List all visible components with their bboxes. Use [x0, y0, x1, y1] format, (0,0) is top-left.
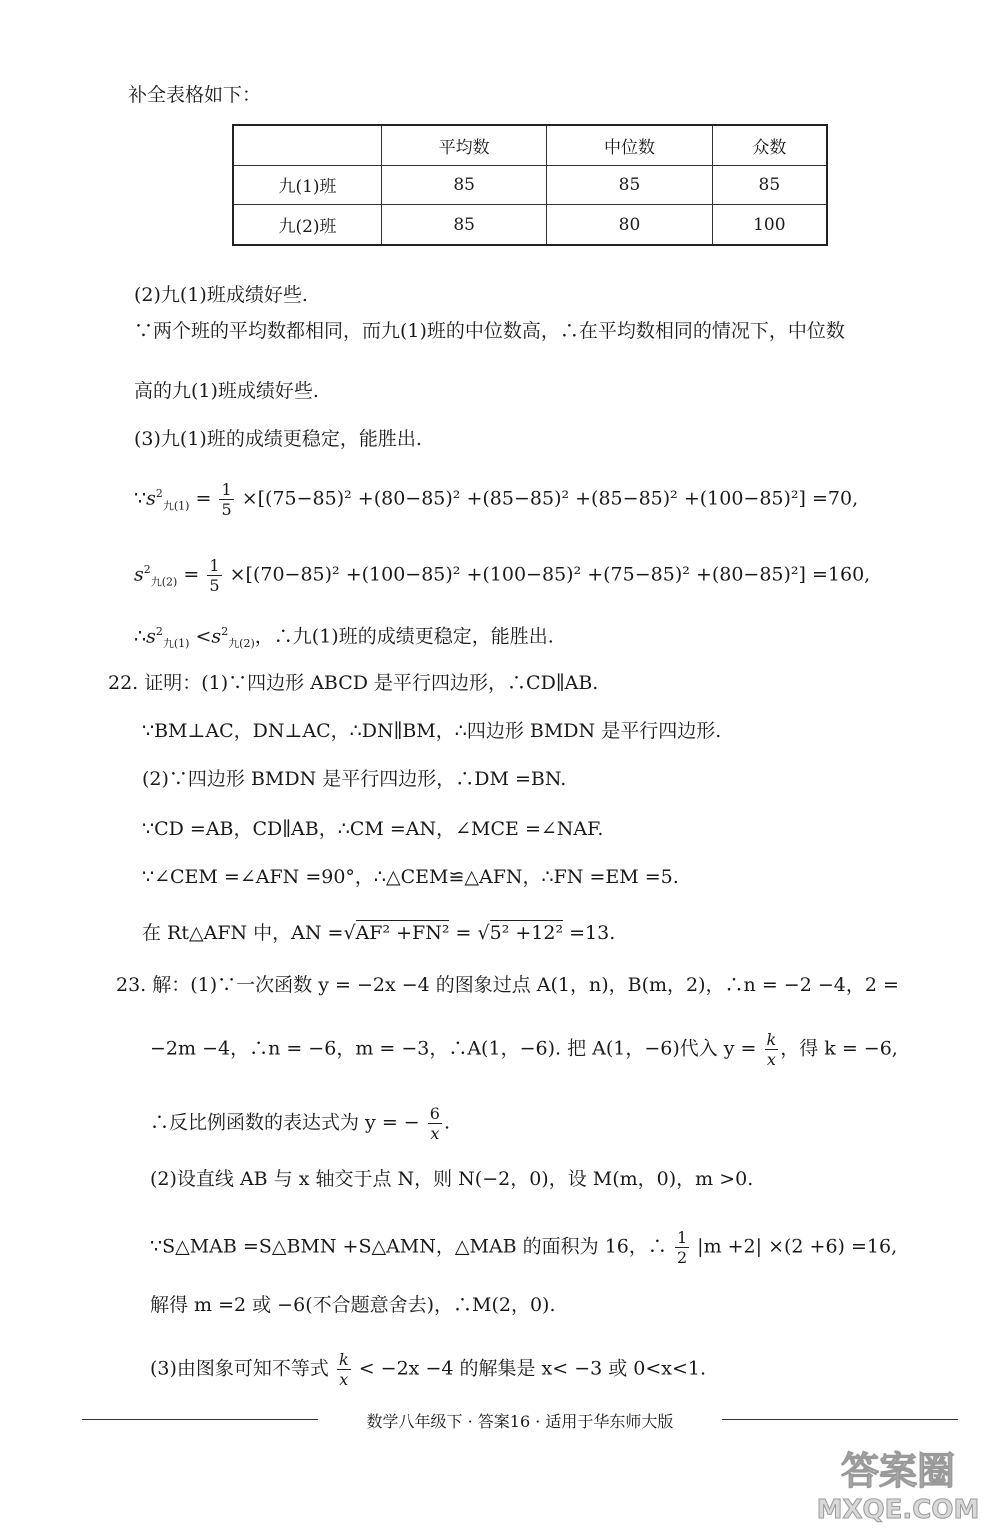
- fraction: [675, 1228, 689, 1267]
- table-cell: 85: [712, 165, 827, 205]
- q22-line: (2)∵四边形 BMDN 是平行四边形，∴DM =BN.: [142, 768, 567, 790]
- sqrt-expression: 5² +12²: [489, 922, 564, 944]
- variance-expression: ×[(75−85)² +(80−85)² +(85−85)² +(85−85)² +(100−85)²] =70,: [241, 487, 859, 510]
- q22-line: 在 Rt△AFN 中，AN =√AF² +FN² = √5² +12² =13.: [142, 922, 616, 944]
- numerator: k: [338, 1350, 349, 1369]
- q23-text: .: [443, 1111, 450, 1134]
- q23-text: ∴反比例函数的表达式为 y = −: [150, 1111, 420, 1134]
- var-sub: 九(1): [162, 499, 190, 513]
- q23-text: (3)由图象可知不等式: [150, 1357, 329, 1380]
- table-header-cell: 众数: [712, 125, 827, 165]
- table-header-cell: 平均数: [382, 125, 547, 165]
- q23-line: 23. 解：(1)∵一次函数 y = −2x −4 的图象过点 A(1，n)，B(m，2)，∴n = −2 −4，2 =: [116, 974, 899, 996]
- table-header-cell: 中位数: [547, 125, 712, 165]
- table-cell: 85: [547, 165, 712, 205]
- fraction: [337, 1350, 351, 1389]
- q23-line: [150, 1228, 897, 1267]
- variance-expression: ×[(70−85)² +(100−85)² +(100−85)² +(75−85)² +(80−85)²] =160,: [229, 563, 871, 586]
- sqrt-expression: AF² +FN²: [355, 922, 450, 944]
- table-cell: 85: [382, 165, 547, 205]
- variance-line-2: [134, 556, 870, 595]
- variance-conclusion: [134, 626, 554, 649]
- table-row: [233, 205, 827, 245]
- var-symbol: s: [134, 563, 144, 586]
- var-sub: 九(1): [162, 637, 190, 651]
- fraction: [765, 1030, 779, 1069]
- numerator: 1: [209, 556, 220, 575]
- less-than: <: [189, 625, 212, 648]
- q22-text: 在 Rt△AFN 中，AN =: [142, 922, 344, 944]
- var-symbol: s: [146, 487, 156, 510]
- q23-text: < −2x −4 的解集是 x< −3 或 0<x<1.: [358, 1357, 707, 1380]
- watermark-logo: [808, 1440, 988, 1524]
- q23-line: 解得 m =2 或 −6(不合题意舍去)，∴M(2，0).: [150, 1294, 556, 1316]
- var-sub: 九(2): [228, 637, 255, 651]
- table-cell: 80: [547, 205, 712, 245]
- numerator: 1: [676, 1228, 688, 1247]
- denominator: 5: [209, 576, 220, 595]
- footer-rule-right: [722, 1419, 958, 1420]
- q22-text: =: [449, 922, 472, 944]
- q23-text: |m +2| ×(2 +6) =16,: [697, 1235, 898, 1258]
- table-header-cell: [233, 125, 382, 165]
- q22-line: ∵CD =AB，CD∥AB，∴CM =AN，∠MCE =∠NAF.: [142, 818, 604, 840]
- numerator: 6: [429, 1104, 440, 1123]
- denominator: x: [766, 1050, 776, 1069]
- q23-text: ，得 k = −6,: [780, 1037, 898, 1060]
- numerator: k: [766, 1030, 777, 1049]
- watermark-url: MXQE.COM: [816, 1495, 980, 1524]
- answer-line: 高的九(1)班成绩好些.: [134, 380, 319, 402]
- answer-line: (2)九(1)班成绩好些.: [134, 284, 308, 306]
- footer-rule-left: [82, 1419, 318, 1420]
- var-sup: 2: [155, 487, 163, 501]
- answer-line: ∵两个班的平均数都相同，而九(1)班的中位数高，∴在平均数相同的情况下，中位数: [134, 320, 845, 342]
- q23-text: −2m −4，∴n = −6，m = −3，∴A(1，−6). 把 A(1，−6)代入 y =: [150, 1037, 757, 1060]
- q22-line: ∵∠CEM =∠AFN =90°，∴△CEM≌△AFN，∴FN =EM =5.: [142, 866, 679, 888]
- equals: =: [189, 487, 212, 510]
- page-footer: 数学八年级下 · 答案16 · 适用于华东师大版: [366, 1412, 674, 1431]
- q23-line: (2)设直线 AB 与 x 轴交于点 N，则 N(−2，0)，设 M(m，0)，m >0.: [150, 1168, 754, 1190]
- q23-line: [150, 1350, 706, 1389]
- table-cell: 85: [382, 205, 547, 245]
- var-sup: 2: [221, 625, 229, 638]
- table-cell: 100: [712, 205, 827, 245]
- var-sup: 2: [155, 625, 163, 638]
- therefore-symbol: ∴: [134, 625, 147, 648]
- fraction: [428, 1104, 442, 1143]
- var-symbol: s: [211, 625, 222, 648]
- table-row: [233, 165, 827, 205]
- var-sub: 九(2): [150, 575, 178, 589]
- q22-line: ∵BM⊥AC，DN⊥AC，∴DN∥BM，∴四边形 BMDN 是平行四边形.: [142, 720, 722, 742]
- q23-text: ∵S△MAB =S△BMN +S△AMN，△MAB 的面积为 16，∴: [150, 1235, 667, 1258]
- table-header-row: [233, 125, 827, 165]
- variance-line-1: [134, 480, 858, 519]
- q23-line: [150, 1104, 450, 1143]
- since-symbol: ∵: [134, 487, 147, 510]
- q22-text: =13.: [563, 922, 616, 944]
- var-symbol: s: [146, 625, 156, 648]
- fraction: [219, 480, 233, 519]
- q23-line: [150, 1030, 898, 1069]
- table-cell: 九(2)班: [233, 205, 382, 245]
- intro-text: 补全表格如下：: [128, 84, 262, 106]
- fraction: [207, 556, 221, 595]
- denominator: x: [430, 1124, 440, 1143]
- denominator: 5: [221, 500, 232, 519]
- numerator: 1: [221, 480, 232, 499]
- conclusion-text: ，∴九(1)班的成绩更稳定，能胜出.: [254, 625, 554, 648]
- watermark-text: 答案圈: [840, 1449, 956, 1493]
- table-cell: 九(1)班: [233, 165, 382, 205]
- answer-line: (3)九(1)班的成绩更稳定，能胜出.: [134, 428, 422, 450]
- equals: =: [177, 563, 200, 586]
- denominator: 2: [676, 1248, 688, 1267]
- var-sup: 2: [143, 563, 151, 577]
- score-table: [232, 124, 828, 246]
- q22-line: 22. 证明：(1)∵四边形 ABCD 是平行四边形，∴CD∥AB.: [108, 672, 599, 694]
- denominator: x: [339, 1370, 349, 1389]
